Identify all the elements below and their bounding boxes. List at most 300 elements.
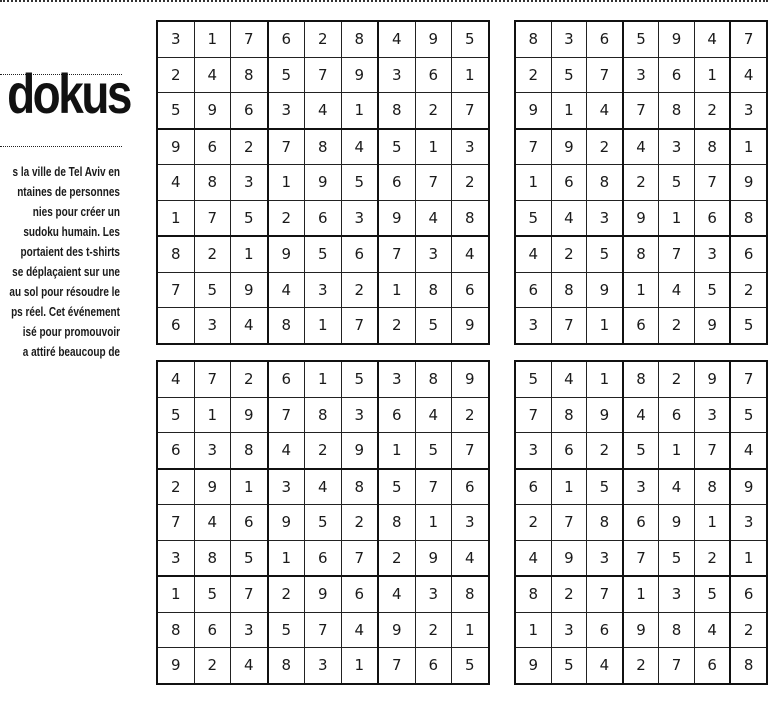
sudoku-cell: 7 [378, 236, 415, 272]
sudoku-cell: 7 [231, 21, 268, 57]
sudoku-cell: 7 [268, 129, 305, 165]
sudoku-cell: 2 [452, 165, 489, 201]
sudoku-cell: 4 [194, 57, 231, 93]
sudoku-cell: 3 [730, 505, 767, 541]
article-text-line: se déplaçaient sur une [12, 265, 120, 279]
sudoku-cell: 5 [694, 272, 730, 308]
sudoku-row [157, 361, 489, 397]
sudoku-cell: 1 [587, 308, 623, 344]
sudoku-cell: 9 [305, 576, 342, 612]
sudoku-cell: 3 [452, 129, 489, 165]
sudoku-cell: 6 [341, 576, 378, 612]
sudoku-cell: 1 [378, 433, 415, 469]
sudoku-cell: 5 [378, 469, 415, 505]
sudoku-row [157, 57, 489, 93]
title-bottom-dotted-rule [0, 146, 122, 147]
sudoku-cell: 5 [194, 272, 231, 308]
sudoku-cell: 9 [587, 272, 623, 308]
sudoku-cell: 3 [515, 308, 551, 344]
sudoku-cell: 4 [305, 93, 342, 129]
sudoku-row [515, 21, 767, 57]
sudoku-row [157, 272, 489, 308]
sudoku-cell: 5 [587, 469, 623, 505]
sudoku-cell: 3 [305, 648, 342, 684]
sudoku-cell: 5 [730, 397, 767, 433]
sudoku-cell: 4 [194, 505, 231, 541]
sudoku-cell: 8 [341, 469, 378, 505]
sudoku-cell: 9 [694, 308, 730, 344]
sudoku-cell: 9 [268, 505, 305, 541]
sudoku-row [515, 469, 767, 505]
sudoku-cell: 4 [659, 272, 695, 308]
sudoku-grid-bottom-left [156, 360, 490, 685]
sudoku-row [157, 397, 489, 433]
sudoku-cell: 9 [231, 272, 268, 308]
sudoku-row [515, 361, 767, 397]
sudoku-cell: 2 [730, 612, 767, 648]
sudoku-cell: 8 [659, 93, 695, 129]
article-text-line: ps réel. Cet événement [11, 305, 120, 319]
sudoku-cell: 6 [378, 165, 415, 201]
sudoku-row [515, 129, 767, 165]
sudoku-cell: 9 [341, 433, 378, 469]
sudoku-cell: 5 [305, 236, 342, 272]
sudoku-cell: 5 [730, 308, 767, 344]
sudoku-cell: 3 [659, 129, 695, 165]
sudoku-cell: 3 [730, 93, 767, 129]
sudoku-cell: 1 [587, 361, 623, 397]
sudoku-cell: 4 [231, 648, 268, 684]
sudoku-cell: 9 [341, 57, 378, 93]
sudoku-cell: 4 [231, 308, 268, 344]
sudoku-cell: 7 [694, 433, 730, 469]
sudoku-cell: 4 [623, 129, 659, 165]
sudoku-cell: 7 [341, 308, 378, 344]
sudoku-row [515, 308, 767, 344]
sudoku-cell: 7 [452, 93, 489, 129]
sudoku-cell: 1 [157, 576, 194, 612]
sudoku-cell: 8 [157, 236, 194, 272]
sudoku-cell: 5 [415, 308, 452, 344]
sudoku-cell: 2 [694, 540, 730, 576]
sudoku-cell: 8 [730, 200, 767, 236]
sudoku-cell: 6 [341, 236, 378, 272]
sudoku-row [515, 397, 767, 433]
sudoku-cell: 2 [515, 57, 551, 93]
sudoku-cell: 3 [515, 433, 551, 469]
article-text-line: s la ville de Tel Aviv en [12, 165, 120, 179]
sudoku-cell: 8 [694, 469, 730, 505]
sudoku-cell: 1 [730, 540, 767, 576]
sudoku-cell: 2 [268, 200, 305, 236]
sudoku-cell: 5 [694, 576, 730, 612]
sudoku-cell: 6 [305, 540, 342, 576]
sudoku-cell: 8 [515, 21, 551, 57]
sudoku-cell: 7 [730, 361, 767, 397]
sudoku-cell: 2 [415, 612, 452, 648]
sudoku-cell: 4 [305, 469, 342, 505]
sudoku-cell: 2 [587, 129, 623, 165]
sudoku-cell: 4 [587, 648, 623, 684]
sudoku-cell: 9 [157, 129, 194, 165]
sudoku-cell: 7 [587, 57, 623, 93]
sudoku-cell: 6 [157, 433, 194, 469]
sudoku-cell: 5 [157, 93, 194, 129]
sudoku-cell: 8 [378, 505, 415, 541]
sudoku-cell: 8 [378, 93, 415, 129]
sudoku-cell: 9 [730, 469, 767, 505]
sudoku-cell: 9 [623, 200, 659, 236]
sudoku-row [515, 612, 767, 648]
sudoku-cell: 6 [551, 433, 587, 469]
sudoku-cell: 4 [551, 200, 587, 236]
sudoku-cell: 7 [341, 540, 378, 576]
sudoku-cell: 1 [551, 93, 587, 129]
sudoku-cell: 6 [587, 612, 623, 648]
sudoku-cell: 6 [268, 21, 305, 57]
article-column [0, 0, 140, 702]
sudoku-cell: 1 [341, 648, 378, 684]
sudoku-cell: 2 [659, 361, 695, 397]
sudoku-cell: 2 [694, 93, 730, 129]
sudoku-cell: 9 [659, 21, 695, 57]
sudoku-row [515, 648, 767, 684]
sudoku-cell: 8 [231, 57, 268, 93]
sudoku-row [515, 165, 767, 201]
sudoku-cell: 6 [515, 469, 551, 505]
sudoku-cell: 3 [305, 272, 342, 308]
sudoku-cell: 3 [157, 540, 194, 576]
sudoku-cell: 2 [231, 361, 268, 397]
sudoku-cell: 2 [157, 469, 194, 505]
sudoku-cell: 7 [515, 397, 551, 433]
sudoku-cell: 3 [194, 308, 231, 344]
sudoku-cell: 2 [623, 648, 659, 684]
sudoku-cell: 7 [623, 93, 659, 129]
sudoku-cell: 1 [452, 612, 489, 648]
sudoku-cell: 8 [305, 397, 342, 433]
article-text-line: ntaines de personnes [17, 185, 120, 199]
sudoku-cell: 1 [305, 308, 342, 344]
sudoku-cell: 3 [194, 433, 231, 469]
sudoku-cell: 7 [194, 361, 231, 397]
sudoku-row [515, 505, 767, 541]
sudoku-cell: 9 [305, 165, 342, 201]
sudoku-cell: 9 [623, 612, 659, 648]
sudoku-cell: 1 [341, 93, 378, 129]
sudoku-cell: 7 [694, 165, 730, 201]
sudoku-cell: 4 [157, 165, 194, 201]
sudoku-cell: 3 [415, 576, 452, 612]
sudoku-cell: 3 [694, 397, 730, 433]
sudoku-cell: 2 [305, 433, 342, 469]
sudoku-cell: 5 [623, 433, 659, 469]
sudoku-cell: 8 [157, 612, 194, 648]
sudoku-cell: 1 [515, 165, 551, 201]
sudoku-cell: 2 [415, 93, 452, 129]
sudoku-cell: 2 [231, 129, 268, 165]
sudoku-cell: 5 [515, 200, 551, 236]
sudoku-row [157, 433, 489, 469]
sudoku-cell: 5 [452, 21, 489, 57]
sudoku-cell: 9 [268, 236, 305, 272]
sudoku-cell: 2 [551, 576, 587, 612]
sudoku-cell: 3 [378, 361, 415, 397]
sudoku-cell: 7 [415, 469, 452, 505]
sudoku-row [157, 165, 489, 201]
sudoku-cell: 9 [694, 361, 730, 397]
sudoku-cell: 4 [452, 540, 489, 576]
sudoku-cell: 4 [659, 469, 695, 505]
sudoku-cell: 2 [305, 21, 342, 57]
sudoku-cell: 2 [452, 397, 489, 433]
sudoku-cell: 6 [659, 397, 695, 433]
article-text-line: portaient des t-shirts [20, 245, 120, 259]
sudoku-row [157, 308, 489, 344]
sudoku-cell: 3 [623, 57, 659, 93]
sudoku-row [157, 21, 489, 57]
sudoku-cell: 3 [551, 612, 587, 648]
sudoku-cell: 6 [194, 129, 231, 165]
sudoku-cell: 1 [515, 612, 551, 648]
sudoku-cell: 5 [305, 505, 342, 541]
sudoku-cell: 2 [341, 505, 378, 541]
sudoku-cell: 3 [659, 576, 695, 612]
sudoku-row [515, 200, 767, 236]
sudoku-cell: 1 [415, 505, 452, 541]
sudoku-row [157, 236, 489, 272]
sudoku-cell: 1 [231, 236, 268, 272]
sudoku-cell: 5 [452, 648, 489, 684]
sudoku-cell: 3 [157, 21, 194, 57]
sudoku-cell: 8 [341, 21, 378, 57]
sudoku-cell: 3 [452, 505, 489, 541]
sudoku-row [515, 272, 767, 308]
sudoku-cell: 5 [659, 165, 695, 201]
sudoku-cell: 5 [587, 236, 623, 272]
sudoku-cell: 5 [551, 648, 587, 684]
sudoku-cell: 8 [305, 129, 342, 165]
sudoku-cell: 7 [515, 129, 551, 165]
sudoku-row [157, 129, 489, 165]
sudoku-cell: 7 [194, 200, 231, 236]
sudoku-cell: 3 [378, 57, 415, 93]
sudoku-cell: 7 [659, 648, 695, 684]
sudoku-cell: 3 [415, 236, 452, 272]
sudoku-row [515, 576, 767, 612]
sudoku-cell: 9 [452, 308, 489, 344]
sudoku-cell: 3 [268, 93, 305, 129]
article-text-line: au sol pour résoudre le [9, 285, 120, 299]
sudoku-cell: 9 [730, 165, 767, 201]
sudoku-row [157, 200, 489, 236]
sudoku-cell: 6 [730, 576, 767, 612]
sudoku-cell: 5 [341, 361, 378, 397]
sudoku-cell: 3 [551, 21, 587, 57]
sudoku-cell: 6 [268, 361, 305, 397]
sudoku-cell: 5 [231, 540, 268, 576]
sudoku-cell: 1 [694, 57, 730, 93]
sudoku-cell: 4 [551, 361, 587, 397]
sudoku-cell: 2 [268, 576, 305, 612]
sudoku-cell: 7 [378, 648, 415, 684]
sudoku-grid-top-left [156, 20, 490, 345]
sudoku-cell: 7 [551, 308, 587, 344]
sudoku-cell: 8 [452, 576, 489, 612]
sudoku-cell: 3 [694, 236, 730, 272]
sudoku-cell: 4 [268, 433, 305, 469]
sudoku-cell: 4 [515, 540, 551, 576]
sudoku-row [515, 236, 767, 272]
sudoku-cell: 6 [415, 648, 452, 684]
sudoku-cell: 2 [515, 505, 551, 541]
sudoku-cell: 2 [157, 57, 194, 93]
sudoku-cell: 4 [268, 272, 305, 308]
sudoku-cell: 2 [659, 308, 695, 344]
sudoku-cell: 6 [730, 236, 767, 272]
sudoku-cell: 2 [194, 648, 231, 684]
sudoku-cell: 3 [341, 397, 378, 433]
sudoku-cell: 4 [694, 612, 730, 648]
sudoku-cell: 7 [305, 57, 342, 93]
sudoku-cell: 7 [659, 236, 695, 272]
sudoku-cell: 4 [730, 57, 767, 93]
sudoku-cell: 8 [623, 361, 659, 397]
sudoku-cell: 1 [194, 21, 231, 57]
sudoku-cell: 5 [623, 21, 659, 57]
sudoku-cell: 9 [415, 540, 452, 576]
sudoku-cell: 1 [730, 129, 767, 165]
sudoku-cell: 4 [415, 200, 452, 236]
sudoku-cell: 6 [515, 272, 551, 308]
sudoku-row [157, 612, 489, 648]
sudoku-cell: 8 [231, 433, 268, 469]
sudoku-cell: 3 [231, 165, 268, 201]
sudoku-cell: 5 [157, 397, 194, 433]
sudoku-cell: 9 [194, 93, 231, 129]
sudoku-cell: 6 [231, 93, 268, 129]
sudoku-cell: 4 [341, 612, 378, 648]
sudoku-row [157, 576, 489, 612]
sudoku-cell: 1 [551, 469, 587, 505]
sudoku-cell: 4 [452, 236, 489, 272]
sudoku-cell: 5 [551, 57, 587, 93]
sudoku-cell: 1 [659, 433, 695, 469]
sudoku-row [157, 469, 489, 505]
sudoku-cell: 8 [415, 361, 452, 397]
sudoku-cell: 8 [452, 200, 489, 236]
sudoku-cell: 6 [659, 57, 695, 93]
sudoku-cell: 8 [194, 540, 231, 576]
sudoku-cell: 1 [659, 200, 695, 236]
sudoku-cell: 7 [157, 272, 194, 308]
sudoku-cell: 6 [551, 165, 587, 201]
sudoku-cell: 8 [415, 272, 452, 308]
sudoku-cell: 9 [452, 361, 489, 397]
sudoku-row [515, 433, 767, 469]
sudoku-cell: 6 [587, 21, 623, 57]
sudoku-cell: 9 [515, 648, 551, 684]
article-text-line: isé pour promouvoir [22, 325, 120, 339]
article-text [0, 162, 120, 362]
sudoku-cell: 6 [194, 612, 231, 648]
sudoku-cell: 3 [268, 469, 305, 505]
sudoku-cell: 1 [231, 469, 268, 505]
sudoku-cell: 9 [378, 200, 415, 236]
sudoku-cell: 6 [231, 505, 268, 541]
sudoku-cell: 1 [268, 165, 305, 201]
sudoku-cell: 6 [378, 397, 415, 433]
sudoku-cell: 8 [268, 648, 305, 684]
sudoku-cell: 5 [515, 361, 551, 397]
sudoku-cell: 7 [268, 397, 305, 433]
sudoku-cell: 9 [515, 93, 551, 129]
sudoku-cell: 7 [305, 612, 342, 648]
sudoku-cell: 4 [587, 93, 623, 129]
sudoku-cell: 4 [378, 576, 415, 612]
sudoku-cell: 3 [231, 612, 268, 648]
sudoku-cell: 6 [415, 57, 452, 93]
sudoku-cell: 7 [415, 165, 452, 201]
sudoku-cell: 5 [268, 612, 305, 648]
sudoku-row [515, 540, 767, 576]
sudoku-cell: 4 [694, 21, 730, 57]
sudoku-cell: 8 [587, 165, 623, 201]
sudoku-cell: 8 [694, 129, 730, 165]
sudoku-row [157, 93, 489, 129]
sudoku-cell: 9 [551, 540, 587, 576]
sudoku-cell: 1 [268, 540, 305, 576]
sudoku-cell: 1 [694, 505, 730, 541]
sudoku-cell: 5 [659, 540, 695, 576]
sudoku-cell: 2 [623, 165, 659, 201]
sudoku-cell: 6 [694, 200, 730, 236]
sudoku-cell: 8 [551, 397, 587, 433]
sudoku-cell: 4 [341, 129, 378, 165]
sudoku-cell: 2 [730, 272, 767, 308]
sudoku-cell: 9 [415, 21, 452, 57]
sudoku-cell: 3 [587, 540, 623, 576]
sudoku-cell: 1 [378, 272, 415, 308]
sudoku-grid-bottom-right [514, 360, 768, 685]
sudoku-cell: 5 [194, 576, 231, 612]
sudoku-row [515, 57, 767, 93]
sudoku-cell: 9 [157, 648, 194, 684]
sudoku-cell: 2 [341, 272, 378, 308]
sudoku-cell: 3 [341, 200, 378, 236]
sudoku-cell: 4 [378, 21, 415, 57]
sudoku-cell: 1 [415, 129, 452, 165]
sudoku-cell: 8 [587, 505, 623, 541]
sudoku-cell: 2 [378, 308, 415, 344]
sudoku-cell: 6 [694, 648, 730, 684]
sudoku-cell: 1 [623, 576, 659, 612]
sudoku-cell: 9 [587, 397, 623, 433]
article-text-line: nies pour créer un [32, 205, 120, 219]
sudoku-cell: 9 [194, 469, 231, 505]
sudoku-cell: 9 [378, 612, 415, 648]
sudoku-cell: 6 [623, 505, 659, 541]
sudoku-cell: 2 [551, 236, 587, 272]
sudoku-cell: 1 [623, 272, 659, 308]
sudoku-cell: 8 [659, 612, 695, 648]
sudoku-cell: 4 [730, 433, 767, 469]
sudoku-cell: 6 [452, 272, 489, 308]
sudoku-cell: 2 [378, 540, 415, 576]
sudoku-cell: 8 [268, 308, 305, 344]
sudoku-cell: 1 [194, 397, 231, 433]
sudoku-cell: 6 [623, 308, 659, 344]
